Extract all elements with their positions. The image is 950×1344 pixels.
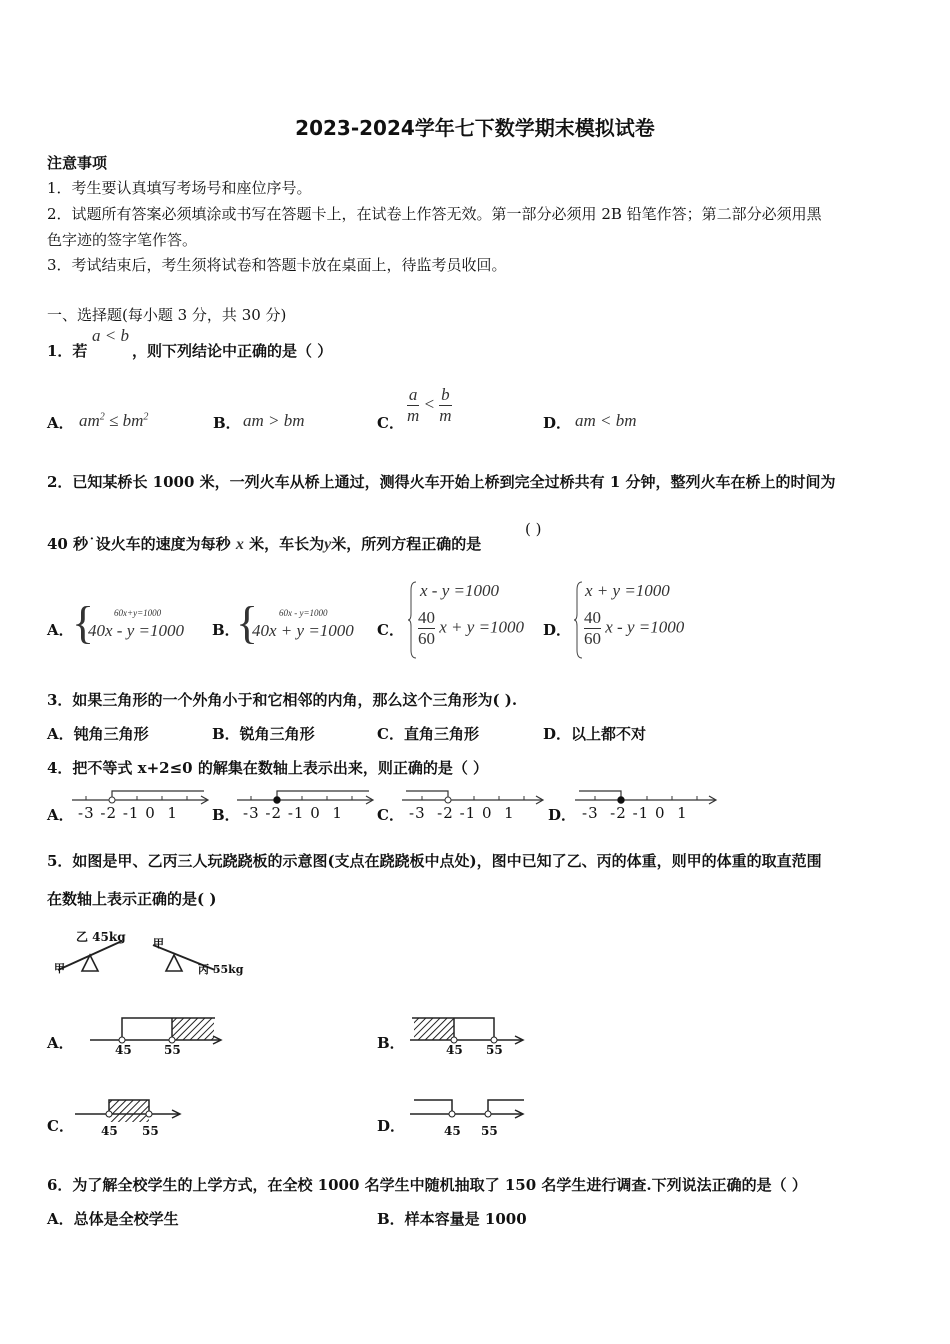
q2-c-den: 60 xyxy=(418,629,435,648)
q2-b-bottom: 40x + y =1000 xyxy=(252,621,354,640)
q1-condition: a < b xyxy=(92,326,129,345)
q2-a-bottom: 40x - y =1000 xyxy=(88,621,184,640)
q1-a-exp: 2 xyxy=(99,411,105,423)
q2-a-top: 60x+y=1000 xyxy=(114,608,162,618)
seesaw-label-yi: 乙 45kg xyxy=(76,930,126,944)
q2-pre: 40 秒˙设火车的速度为每秒 xyxy=(47,535,231,553)
q4-option-b-label: B． xyxy=(212,806,240,824)
q4-option-a-label: A． xyxy=(47,806,74,824)
q1-c-num2: b xyxy=(441,385,450,404)
q1-option-a xyxy=(79,411,148,431)
q2-d-bottom: x - y =1000 xyxy=(605,617,685,637)
q2-option-d-label: D． xyxy=(543,621,572,639)
q4-option-c-label: C． xyxy=(377,806,404,824)
q1-stem-post: ，则下列结论中正确的是（ ） xyxy=(132,342,333,360)
q5-option-d-numberline xyxy=(410,1094,540,1134)
q2-d-num: 40 xyxy=(584,608,601,627)
q6-stem: 6．为了解全校学生的上学方式，在全校 1000 名学生中随机抽取了 150 名学生进行调查.下列说法正确的是（ ） xyxy=(47,1176,807,1194)
q1-option-a-label: A． xyxy=(47,414,74,432)
q1-option-d-label: D． xyxy=(543,414,572,432)
q4-d-ticks: -3 -2 -1 0 1 xyxy=(582,804,688,822)
q5-b-tick-45: 45 xyxy=(446,1043,463,1057)
q2-c-top: x - y =1000 xyxy=(420,581,499,600)
q2-option-a-label: A． xyxy=(47,621,74,639)
q1-a-exp2: 2 xyxy=(143,411,149,423)
q2-d-bottom-line xyxy=(584,608,684,649)
q4-option-d-label: D． xyxy=(548,806,577,824)
q2-var-x: x xyxy=(235,536,244,553)
q5-a-tick-55: 55 xyxy=(164,1043,181,1057)
q2-stem-line2 xyxy=(47,533,481,554)
q1-c-den2: m xyxy=(439,406,452,425)
q6-option-b: B．样本容量是 1000 xyxy=(377,1210,527,1228)
notice-item: 2．试题所有答案必须填涂或书写在答题卡上，在试卷上作答无效。第一部分必须用 2B 铅笔作答；第二部分必须用黑 xyxy=(47,205,822,223)
q2-b-top: 60x - y=1000 xyxy=(279,608,328,618)
q4-a-ticks: -3 -2 -1 0 1 xyxy=(78,804,178,822)
q4-stem: 4．把不等式 x+2≤0 的解集在数轴上表示出来，则正确的是（ ） xyxy=(47,759,489,777)
q1-option-c xyxy=(407,385,452,426)
q5-option-b-label: B． xyxy=(377,1034,405,1052)
seesaw-label-bing: 丙 55kg xyxy=(198,963,244,976)
q2-var-y: y xyxy=(324,536,332,553)
q1-c-rel: < xyxy=(423,394,436,414)
q2-post: 米，所列方程正确的是 xyxy=(331,535,482,553)
q2-a-brace: { xyxy=(72,597,95,648)
q2-c-bottom: x + y =1000 xyxy=(439,617,525,637)
q5-option-c-label: C． xyxy=(47,1117,74,1135)
q6-option-a: A．总体是全校学生 xyxy=(47,1210,179,1228)
q2-c-num: 40 xyxy=(418,608,435,627)
q2-d-den: 60 xyxy=(584,629,601,648)
q2-d-brace xyxy=(574,580,584,660)
q5-d-tick-45: 45 xyxy=(444,1124,461,1138)
q2-d-top: x + y =1000 xyxy=(585,581,670,600)
q1-option-c-label: C． xyxy=(377,414,404,432)
page-title: 2023-2024学年七下数学期末模拟试卷 xyxy=(295,116,655,140)
q3-stem: 3．如果三角形的一个外角小于和它相邻的内角，那么这个三角形为( ). xyxy=(47,691,518,709)
q5-d-tick-55: 55 xyxy=(481,1124,498,1138)
q2-c-brace xyxy=(408,580,418,660)
q5-b-tick-55: 55 xyxy=(486,1043,503,1057)
q1-c-den1: m xyxy=(407,406,420,425)
q5-stem-line2: 在数轴上表示正确的是( ) xyxy=(47,890,217,908)
q2-option-b-label: B． xyxy=(212,621,240,639)
q4-b-ticks: -3 -2 -1 0 1 xyxy=(243,804,343,822)
q2-c-bottom-line xyxy=(418,608,524,649)
q5-a-tick-45: 45 xyxy=(115,1043,132,1057)
section-heading: 一、选择题(每小题 3 分，共 30 分) xyxy=(47,306,287,324)
q3-option-a: A．钝角三角形 xyxy=(47,725,149,743)
q2-stem-line1: 2．已知某桥长 1000 米，一列火车从桥上通过，测得火车开始上桥到完全过桥共有 1 分钟，整列火车在桥上的时间为 xyxy=(47,473,836,491)
seesaw-label-jia-right: 甲 xyxy=(153,937,164,950)
seesaw-label-jia-left: 甲 xyxy=(54,962,65,975)
q2-mid: 米，车长为 xyxy=(249,535,325,553)
q1-option-b-label: B． xyxy=(213,414,241,432)
q1-option-b: am > bm xyxy=(243,411,305,430)
q5-option-d-label: D． xyxy=(377,1117,406,1135)
q1-a-rel: ≤ bm xyxy=(104,411,144,430)
q3-option-b: B．锐角三角形 xyxy=(212,725,315,743)
q2-option-c-label: C． xyxy=(377,621,404,639)
q3-option-c: C．直角三角形 xyxy=(377,725,479,743)
q3-option-d: D．以上都不对 xyxy=(543,725,647,743)
notice-heading: 注意事项 xyxy=(47,154,108,172)
q1-stem-pre: 1．若 xyxy=(47,342,88,360)
q2-answer-paren: ( ) xyxy=(525,520,542,538)
q5-option-b-numberline xyxy=(410,1012,540,1052)
q1-c-num1: a xyxy=(408,385,418,404)
q5-stem-line1: 5．如图是甲、乙丙三人玩跷跷板的示意图(支点在跷跷板中点处)，图中已知了乙、丙的体重，则甲的体重的取直范围 xyxy=(47,852,822,870)
notice-item: 色字迹的签字笔作答。 xyxy=(47,231,198,249)
q5-c-tick-55: 55 xyxy=(142,1124,159,1138)
q5-option-a-label: A． xyxy=(47,1034,74,1052)
notice-item: 1．考生要认真填写考场号和座位序号。 xyxy=(47,179,312,197)
q1-a-base: am xyxy=(79,411,100,430)
q2-b-brace: { xyxy=(236,597,259,648)
q1-option-d: am < bm xyxy=(575,411,637,430)
q4-c-ticks: -3 -2 -1 0 1 xyxy=(409,804,515,822)
q5-option-c-numberline xyxy=(75,1094,195,1134)
notice-item: 3．考试结束后，考生须将试卷和答题卡放在桌面上，待监考员收回。 xyxy=(47,256,507,274)
q5-c-tick-45: 45 xyxy=(101,1124,118,1138)
